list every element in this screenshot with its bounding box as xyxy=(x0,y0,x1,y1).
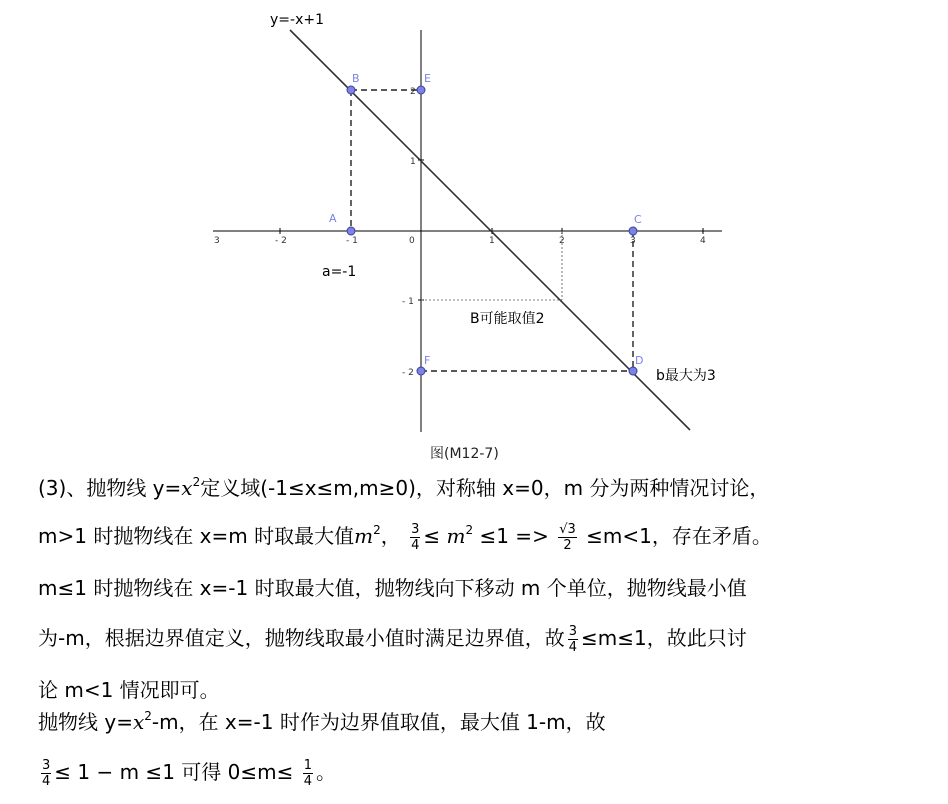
line-7 xyxy=(38,758,336,789)
y-tick-neg2: - 2 xyxy=(402,368,414,378)
line-label: y=-x+1 xyxy=(270,12,324,28)
x-tick-neg2: - 2 xyxy=(275,236,287,246)
fraction-1-4: $\frac{1}{4}$ xyxy=(303,758,312,789)
l2-le: ≤ xyxy=(423,524,447,548)
fraction-3-4-c: $\frac{3}{4}$ xyxy=(42,758,51,789)
point-a xyxy=(347,227,355,235)
l2-text-c: ≤m<1，存在矛盾。 xyxy=(579,524,772,548)
y-tick-2: 2 xyxy=(410,87,416,97)
y-tick-neg1: - 1 xyxy=(402,297,414,307)
point-e-label: E xyxy=(424,72,431,85)
x-tick-4: 4 xyxy=(700,236,706,246)
note-b-possible: B可能取值2 xyxy=(470,311,545,327)
line-6 xyxy=(38,708,606,736)
fraction-3-4-b: $\frac{3}{4}$ xyxy=(568,624,577,655)
l2-comma: ， xyxy=(380,524,401,548)
l2-text-a: m>1 时抛物线在 x=m 时取最大值 xyxy=(38,524,355,548)
l2-var-m2: m xyxy=(446,524,466,548)
figure-caption: 图(M12-7) xyxy=(430,446,499,462)
l2-exponent-2: 2 xyxy=(465,523,474,537)
l7-text-a: ≤ 1 − m ≤1 可得 0≤m≤ xyxy=(54,760,300,784)
l6-text-a: 抛物线 y= xyxy=(38,710,133,734)
l4-text-b: ≤m≤1，故此只讨 xyxy=(580,626,747,650)
note-a-value: a=-1 xyxy=(322,264,357,280)
point-f-label: F xyxy=(424,354,431,367)
l2-exponent: 2 xyxy=(373,523,381,537)
line-4 xyxy=(38,624,747,655)
point-d-label: D xyxy=(635,354,644,367)
l1-var-x: x xyxy=(181,476,193,500)
x-tick-1: 1 xyxy=(489,236,495,246)
fraction-sqrt3-2: $\frac{√3}{2}$ xyxy=(559,522,576,553)
x-tick-3: 3 xyxy=(630,236,636,246)
x-tick-neg3: 3 xyxy=(214,236,220,246)
fraction-3-4: $\frac{3}{4}$ xyxy=(411,522,420,553)
l6-text-b: -m，在 x=-1 时作为边界值取值，最大值 1-m，故 xyxy=(151,710,606,734)
note-b-max: b最大为3 xyxy=(656,368,716,384)
point-c xyxy=(629,227,637,235)
point-f xyxy=(417,367,425,375)
x-tick-0: 0 xyxy=(409,236,415,246)
line-2 xyxy=(38,522,772,553)
point-c-label: C xyxy=(634,213,642,226)
y-tick-1: 1 xyxy=(410,157,416,167)
line-3 xyxy=(38,574,747,602)
line-1 xyxy=(38,474,769,502)
l2-text-b: ≤1 => xyxy=(473,524,556,548)
l3-text: m≤1 时抛物线在 x=-1 时取最大值，抛物线向下移动 m 个单位，抛物线最小值 xyxy=(38,576,747,600)
x-tick-neg1: - 1 xyxy=(346,236,358,246)
point-b-label: B xyxy=(352,72,360,85)
l6-var-x: x xyxy=(132,710,145,734)
l1-text-a: (3)、抛物线 y= xyxy=(38,476,182,500)
l5-text: 论 m<1 情况即可。 xyxy=(38,678,220,702)
l1-text-b: 定义域(-1≤x≤m,m≥0)，对称轴 x=0，m 分为两种情况讨论， xyxy=(200,476,770,500)
x-tick-2: 2 xyxy=(559,236,565,246)
point-a-label: A xyxy=(329,212,337,225)
l2-var-m: m xyxy=(354,524,374,548)
l6-exponent: 2 xyxy=(144,709,152,723)
line-5 xyxy=(38,676,220,704)
l1-exponent: 2 xyxy=(192,475,201,489)
point-b xyxy=(347,86,355,94)
l7-text-b: 。 xyxy=(316,760,336,784)
point-e xyxy=(417,86,425,94)
point-d xyxy=(629,367,637,375)
l4-text-a: 为-m，根据边界值定义，抛物线取最小值时满足边界值，故 xyxy=(38,626,565,650)
